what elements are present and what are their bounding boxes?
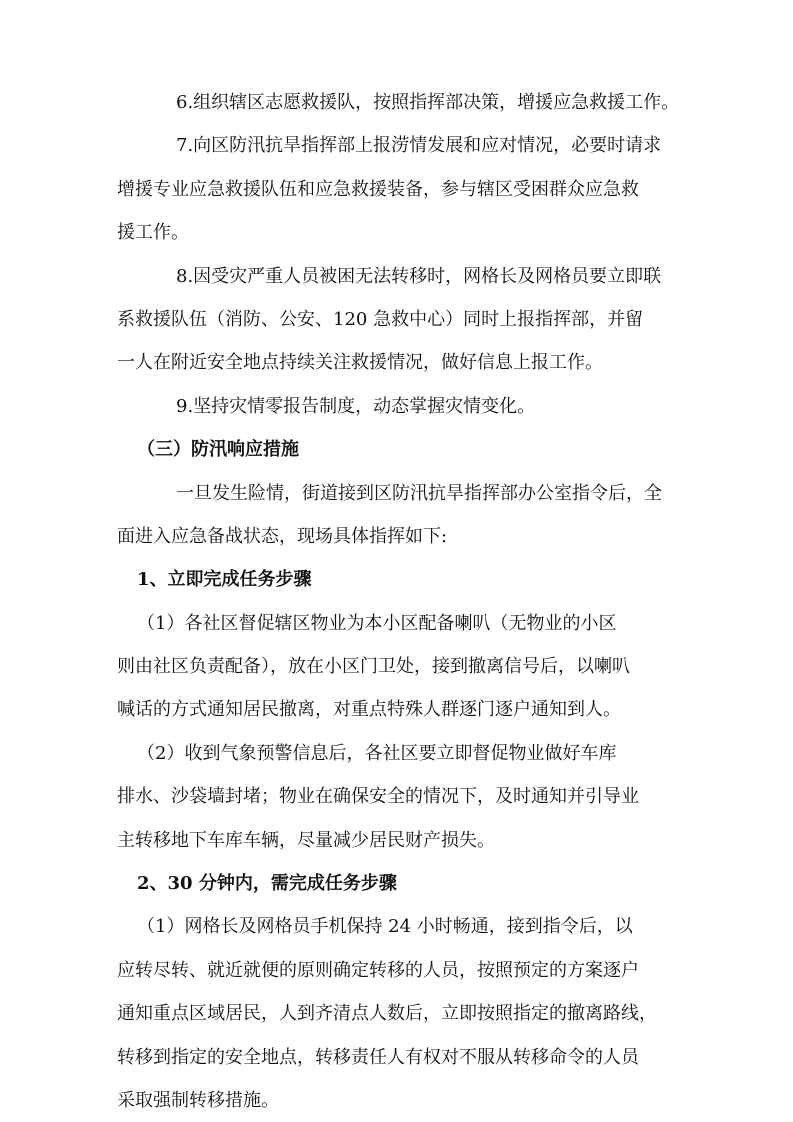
paragraph-line: 增援专业应急救援队伍和应急救援装备，参与辖区受困群众应急救 [117,179,639,200]
paragraph-line: 7.向区防汛抗旱指挥部上报涝情发展和应对情况，必要时请求 [176,135,662,156]
paragraph-line: 应转尽转、就近就便的原则确定转移的人员，按照预定的方案逐户 [117,960,639,981]
paragraph-line: 排水、沙袋墙封堵；物业在确保安全的情况下，及时通知并引导业 [117,786,639,807]
paragraph-line: 则由社区负责配备），放在小区门卫处，接到撤离信号后，以喇叭 [117,656,630,677]
paragraph-line: 一旦发生险情，街道接到区防汛抗旱指挥部办公室指令后，全 [176,483,662,504]
paragraph-line: 喊话的方式通知居民撤离，对重点特殊人群逐门逐户通知到人。 [117,699,621,720]
paragraph-line: 转移到指定的安全地点，转移责任人有权对不服从转移命令的人员 [117,1047,639,1068]
paragraph-line: 一人在附近安全地点持续关注救援情况，做好信息上报工作。 [117,352,603,373]
paragraph-line: 通知重点区域居民，人到齐清点人数后，立即按照指定的撤离路线， [117,1003,657,1024]
paragraph-line: （1）网格长及网格员手机保持 24 小时畅通，接到指令后，以 [137,916,633,937]
paragraph-line: 援工作。 [117,222,189,243]
paragraph-line: 6.组织辖区志愿救援队，按照指挥部决策，增援应急救援工作。 [176,92,680,113]
paragraph-line: （1）各社区督促辖区物业为本小区配备喇叭（无物业的小区 [137,613,617,634]
paragraph-line: 面进入应急备战状态，现场具体指挥如下: [117,526,448,547]
paragraph-line: 9.坚持灾情零报告制度，动态掌握灾情变化。 [176,396,536,417]
subsection-heading: 2、30 分钟内，需完成任务步骤 [137,873,397,894]
paragraph-line: 采取强制转移措施。 [117,1090,279,1111]
section-heading: （三）防汛响应措施 [137,439,299,460]
paragraph-line: （2）收到气象预警信息后，各社区要立即督促物业做好车库 [137,743,617,764]
subsection-heading: 1、立即完成任务步骤 [137,569,312,590]
paragraph-line: 系救援队伍（消防、公安、120 急救中心）同时上报指挥部，并留 [117,309,644,330]
paragraph-line: 主转移地下车库车辆，尽量减少居民财产损失。 [117,830,495,851]
paragraph-line: 8.因受灾严重人员被困无法转移时，网格长及网格员要立即联 [176,266,662,287]
